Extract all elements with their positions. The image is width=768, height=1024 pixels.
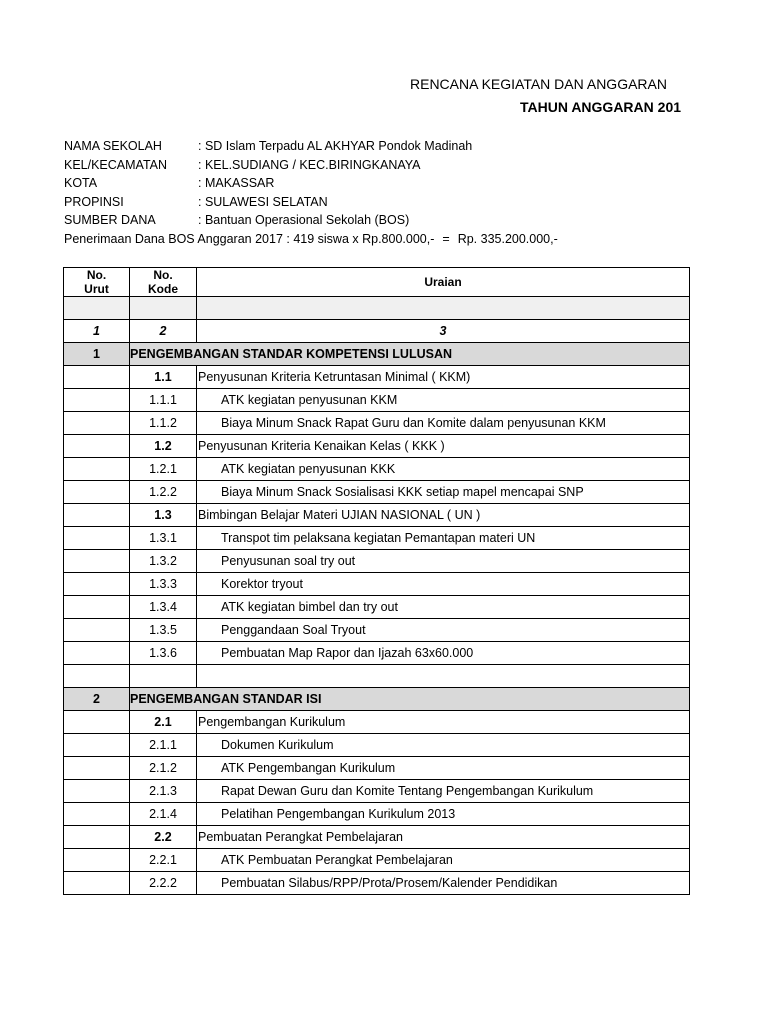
subsection-row	[64, 366, 690, 389]
subsection-code: 1.3	[130, 504, 197, 527]
info-value: : SD Islam Terpadu AL AKHYAR Pondok Madinah	[198, 139, 473, 153]
subsection-title: Bimbingan Belajar Materi UJIAN NASIONAL ( UN )	[197, 504, 690, 527]
item-code: 2.1.2	[130, 757, 197, 780]
item-code: 1.3.5	[130, 619, 197, 642]
item-description: ATK Pembuatan Perangkat Pembelajaran	[197, 849, 690, 872]
row-urut-cell	[64, 619, 130, 642]
item-code: 2.2.1	[130, 849, 197, 872]
table-row	[64, 619, 690, 642]
row-urut-cell	[64, 527, 130, 550]
item-description: ATK Pengembangan Kurikulum	[197, 757, 690, 780]
section-number: 1	[64, 343, 130, 366]
row-urut-cell	[64, 458, 130, 481]
column-number-row	[64, 320, 690, 343]
section-title: PENGEMBANGAN STANDAR KOMPETENSI LULUSAN	[130, 343, 690, 366]
item-code: 1.1.2	[130, 412, 197, 435]
column-number: 1	[64, 320, 130, 343]
item-description: Biaya Minum Snack Sosialisasi KKK setiap mapel mencapai SNP	[197, 481, 690, 504]
item-description: Korektor tryout	[197, 573, 690, 596]
row-urut-cell	[64, 711, 130, 734]
table-row	[64, 757, 690, 780]
info-value: : MAKASSAR	[198, 176, 275, 190]
receipt-text: Penerimaan Dana BOS Anggaran 2017 : 419 siswa x Rp.800.000,-	[64, 232, 435, 246]
receipt-total: Rp. 335.200.000,-	[457, 232, 558, 246]
row-urut-cell	[64, 803, 130, 826]
item-code: 2.1.1	[130, 734, 197, 757]
item-code: 1.3.2	[130, 550, 197, 573]
subsection-row	[64, 711, 690, 734]
subsection-code: 2.1	[130, 711, 197, 734]
item-code: 1.2.2	[130, 481, 197, 504]
info-label: KEL/KECAMATAN	[64, 157, 168, 172]
table-row	[64, 573, 690, 596]
item-code: 1.3.3	[130, 573, 197, 596]
table-row	[64, 527, 690, 550]
document-title: RENCANA KEGIATAN DAN ANGGARAN	[410, 76, 667, 92]
subsection-code: 1.1	[130, 366, 197, 389]
header-no-kode-text: No. Kode	[148, 268, 178, 296]
info-label: NAMA SEKOLAH	[64, 139, 162, 153]
table-row	[64, 849, 690, 872]
subsection-title: Penyusunan Kriteria Ketruntasan Minimal ( KKM)	[197, 366, 690, 389]
item-description: ATK kegiatan penyusunan KKK	[197, 458, 690, 481]
item-description: Dokumen Kurikulum	[197, 734, 690, 757]
header-no-kode	[130, 268, 197, 297]
row-urut-cell	[64, 481, 130, 504]
item-code: 2.2.2	[130, 872, 197, 895]
subsection-code: 1.2	[130, 435, 197, 458]
row-urut-cell	[64, 596, 130, 619]
row-urut-cell	[64, 550, 130, 573]
blank-cell	[130, 297, 197, 320]
row-urut-cell	[64, 757, 130, 780]
item-description: Biaya Minum Snack Rapat Guru dan Komite dalam penyusunan KKM	[197, 412, 690, 435]
spacer-row	[64, 665, 690, 688]
row-urut-cell	[64, 872, 130, 895]
item-code: 2.1.3	[130, 780, 197, 803]
item-description: ATK kegiatan penyusunan KKM	[197, 389, 690, 412]
item-code: 1.1.1	[130, 389, 197, 412]
info-label: SUMBER DANA	[64, 213, 156, 227]
table-row	[64, 642, 690, 665]
spacer-cell	[130, 665, 197, 688]
spacer-cell	[197, 665, 690, 688]
section-row	[64, 343, 690, 366]
row-urut-cell	[64, 504, 130, 527]
subsection-title: Pengembangan Kurikulum	[197, 711, 690, 734]
header-no-urut	[64, 268, 130, 297]
budget-table	[63, 267, 690, 895]
table-row	[64, 734, 690, 757]
table-row	[64, 481, 690, 504]
section-title: PENGEMBANGAN STANDAR ISI	[130, 688, 690, 711]
info-label: PROPINSI	[64, 194, 124, 209]
item-description: Penyusunan soal try out	[197, 550, 690, 573]
receipt-equals: =	[442, 232, 450, 246]
column-number: 2	[130, 320, 197, 343]
info-value: : Bantuan Operasional Sekolah (BOS)	[198, 213, 410, 227]
table-row	[64, 458, 690, 481]
spacer-cell	[64, 665, 130, 688]
subsection-title: Penyusunan Kriteria Kenaikan Kelas ( KKK )	[197, 435, 690, 458]
row-urut-cell	[64, 642, 130, 665]
item-description: Pelatihan Pengembangan Kurikulum 2013	[197, 803, 690, 826]
table-header-row	[64, 268, 690, 297]
section-row	[64, 688, 690, 711]
row-urut-cell	[64, 780, 130, 803]
column-number: 3	[197, 320, 690, 343]
row-urut-cell	[64, 826, 130, 849]
table-row	[64, 550, 690, 573]
row-urut-cell	[64, 389, 130, 412]
info-label: KOTA	[64, 176, 98, 190]
row-urut-cell	[64, 366, 130, 389]
item-code: 1.3.4	[130, 596, 197, 619]
row-urut-cell	[64, 412, 130, 435]
row-urut-cell	[64, 573, 130, 596]
subsection-row	[64, 826, 690, 849]
table-blank-row	[64, 297, 690, 320]
subsection-code: 2.2	[130, 826, 197, 849]
budget-receipt-line	[64, 230, 558, 248]
blank-cell	[197, 297, 690, 320]
item-description: Pembuatan Silabus/RPP/Prota/Prosem/Kalender Pendidikan	[197, 872, 690, 895]
table-row	[64, 780, 690, 803]
info-value: : KEL.SUDIANG / KEC.BIRINGKANAYA	[198, 157, 421, 172]
row-urut-cell	[64, 435, 130, 458]
header-uraian: Uraian	[197, 268, 690, 297]
table-row	[64, 389, 690, 412]
table-row	[64, 872, 690, 895]
item-description: Penggandaan Soal Tryout	[197, 619, 690, 642]
info-value: : SULAWESI SELATAN	[198, 194, 328, 209]
item-description: Pembuatan Map Rapor dan Ijazah 63x60.000	[197, 642, 690, 665]
subsection-row	[64, 435, 690, 458]
item-description: Transpot tim pelaksana kegiatan Pemantapan materi UN	[197, 527, 690, 550]
table-row	[64, 803, 690, 826]
item-description: ATK kegiatan bimbel dan try out	[197, 596, 690, 619]
item-code: 2.1.4	[130, 803, 197, 826]
row-urut-cell	[64, 734, 130, 757]
section-number: 2	[64, 688, 130, 711]
blank-cell	[64, 297, 130, 320]
item-code: 1.3.1	[130, 527, 197, 550]
table-row	[64, 596, 690, 619]
item-code: 1.2.1	[130, 458, 197, 481]
row-urut-cell	[64, 849, 130, 872]
item-description: Rapat Dewan Guru dan Komite Tentang Pengembangan Kurikulum	[197, 780, 690, 803]
subsection-title: Pembuatan Perangkat Pembelajaran	[197, 826, 690, 849]
document-subtitle: TAHUN ANGGARAN 201	[520, 99, 682, 115]
item-code: 1.3.6	[130, 642, 197, 665]
subsection-row	[64, 504, 690, 527]
table-row	[64, 412, 690, 435]
header-no-urut-text: No. Urut	[84, 268, 109, 296]
